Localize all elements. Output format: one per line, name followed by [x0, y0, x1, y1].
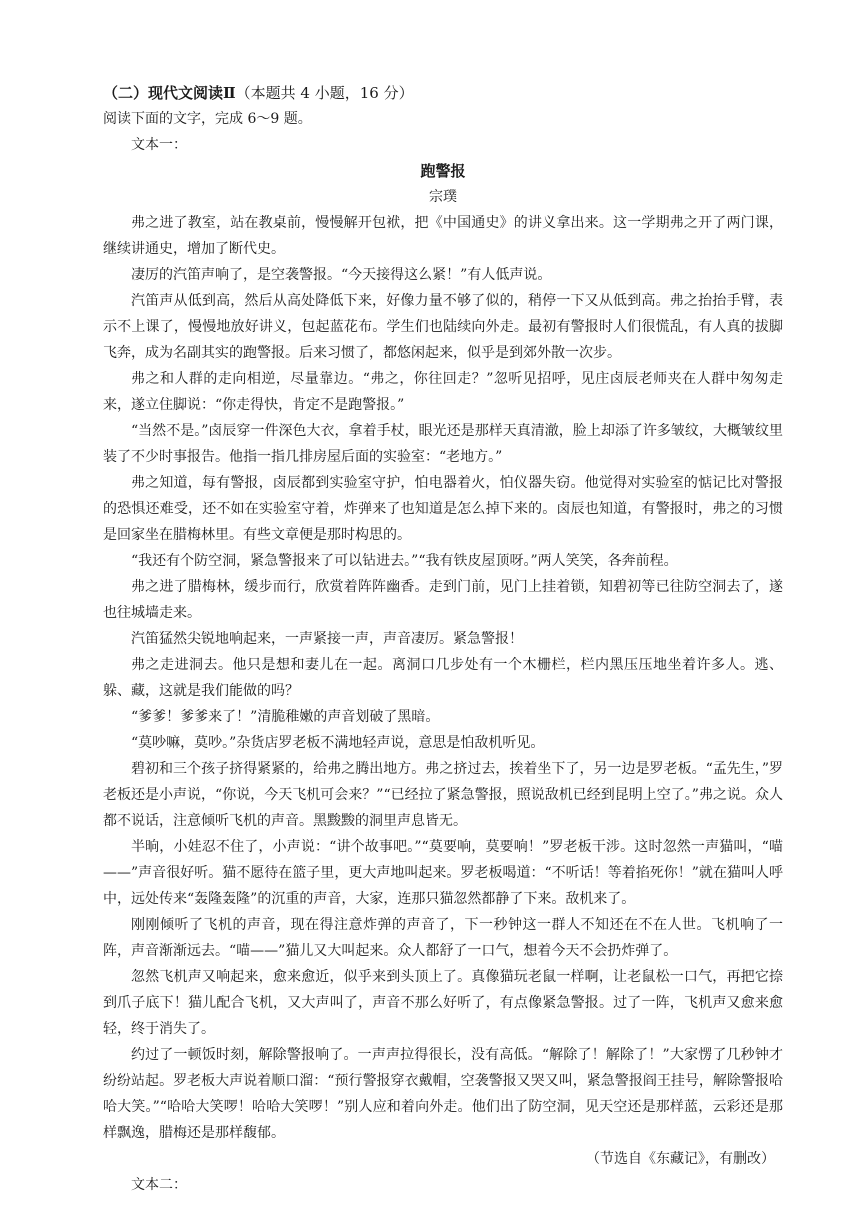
text1-label: 文本一：	[131, 137, 187, 153]
paragraph: 汽笛声从低到高，然后从高处降低下来，好像力量不够了似的，稍停一下又从低到高。弗之抬抬手臂，表示不上课了，慢慢地放好讲义，包起蓝花布。学生们也陆续向外走。最初有警报时人们很慌乱，有人真的拔脚飞奔，成为名副其实的跑警报。后来习惯了，都悠闲起来，似乎是到郊外散一次步。	[103, 293, 783, 361]
section-meta: （本题共 4 小题，16 分）	[235, 84, 414, 102]
section-header	[103, 80, 783, 106]
paragraph: “当然不是。”卤辰穿一件深色大衣，拿着手杖，眼光还是那样天真清澈，脸上却添了许多皱纹，大概皱纹里装了不少时事报告。他指一指几排房屋后面的实验室：“老地方。”	[103, 423, 783, 465]
article-author: 宗璞	[429, 189, 457, 205]
paragraph: 弗之进了腊梅林，缓步而行，欣赏着阵阵幽香。走到门前，见门上挂着锁，知碧初等已往防空洞去了，遂也往城墙走来。	[103, 579, 783, 621]
paragraph: 碧初和三个孩子挤得紧紧的，给弗之腾出地方。弗之挤过去，挨着坐下了，另一边是罗老板。“孟先生，”罗老板还是小声说，“你说，今天飞机可会来？”“已经拉了紧急警报，照说敌机已经到昆明上空了。”弗之说。众人都不说话，注意倾听飞机的声音。黑黢黢的洞里声息皆无。	[103, 761, 783, 829]
article-body	[103, 210, 783, 1146]
text2-label: 文本二：	[131, 1177, 187, 1193]
paragraph: “我还有个防空洞，紧急警报来了可以钻进去。”“我有铁皮屋顶呀。”两人笑笑，各奔前程。	[131, 553, 678, 569]
section-title: （二）现代文阅读Ⅱ	[103, 84, 236, 102]
paragraph: 弗之进了教室，站在教桌前，慢慢解开包袱，把《中国通史》的讲义拿出来。这一学期弗之开了两门课，继续讲通史，增加了断代史。	[103, 215, 783, 257]
paragraph: “爹爹！爹爹来了！”清脆稚嫩的声音划破了黑暗。	[131, 709, 440, 725]
paragraph: 弗之知道，每有警报，卤辰都到实验室守护，怕电器着火，怕仪器失窃。他觉得对实验室的惦记比对警报的恐惧还难受，还不如在实验室守着，炸弹来了也知道是怎么掉下来的。卤辰也知道，有警报时，弗之的习惯是回家坐在腊梅林里。有些文章便是那时构思的。	[103, 475, 783, 543]
paragraph: 弗之和人群的走向相逆，尽量靠边。“弗之，你往回走？”忽听见招呼，见庄卤辰老师夹在人群中匆匆走来，遂立住脚说：“你走得快，肯定不是跑警报。”	[103, 371, 783, 413]
paragraph: 约过了一顿饭时刻，解除警报响了。一声声拉得很长，没有高低。“解除了！解除了！”大家愣了几秒钟才纷纷站起。罗老板大声说着顺口溜：“预行警报穿衣戴帽，空袭警报又哭又叫，紧急警报阎王挂号，解除警报哈哈大笑。”“哈哈大笑啰！哈哈大笑啰！”别人应和着向外走。他们出了防空洞，见天空还是那样蓝，云彩还是那样飘逸，腊梅还是那样馥郁。	[103, 1047, 783, 1141]
paragraph: “莫吵嘛，莫吵。”杂货店罗老板不满地轻声说，意思是怕敌机听见。	[131, 735, 545, 751]
paragraph: 忽然飞机声又响起来，愈来愈近，似乎来到头顶上了。真像猫玩老鼠一样啊，让老鼠松一口气，再把它捺到爪子底下！猫儿配合飞机，又大声叫了，声音不那么好听了，有点像紧急警报。过了一阵，飞机声又愈来愈轻，终于消失了。	[103, 969, 783, 1037]
paragraph: 凄厉的汽笛声响了，是空袭警报。“今天接得这么紧！”有人低声说。	[131, 267, 552, 283]
source-citation: （节选自《东藏记》，有删改）	[586, 1151, 775, 1167]
paragraph: 半晌，小娃忍不住了，小声说：“讲个故事吧。”“莫要响，莫要响！”罗老板干涉。这时忽然一声猫叫，“喵——”声音很好听。猫不愿待在篮子里，更大声地叫起来。罗老板喝道：“不听话！等着掐死你！”就在猫叫人呼中，远处传来“轰隆轰隆”的沉重的声音，大家，连那只猫忽然都静了下来。敌机来了。	[103, 839, 783, 907]
paragraph: 刚刚倾听了飞机的声音，现在得注意炸弹的声音了，下一秒钟这一群人不知还在不在人世。飞机响了一阵，声音渐渐远去。“喵——”猫儿又大叫起来。众人都舒了一口气，想着今天不会扔炸弹了。	[103, 917, 783, 959]
article-title: 跑警报	[420, 162, 466, 180]
instruction: 阅读下面的文字，完成 6～9 题。	[103, 111, 312, 127]
document-page	[103, 80, 783, 1198]
paragraph: 弗之走进洞去。他只是想和妻儿在一起。离洞口几步处有一个木栅栏，栏内黑压压地坐着许多人。逃、躲、藏，这就是我们能做的吗？	[103, 657, 783, 699]
paragraph: 汽笛猛然尖锐地响起来，一声紧接一声，声音凄厉。紧急警报！	[131, 631, 523, 647]
